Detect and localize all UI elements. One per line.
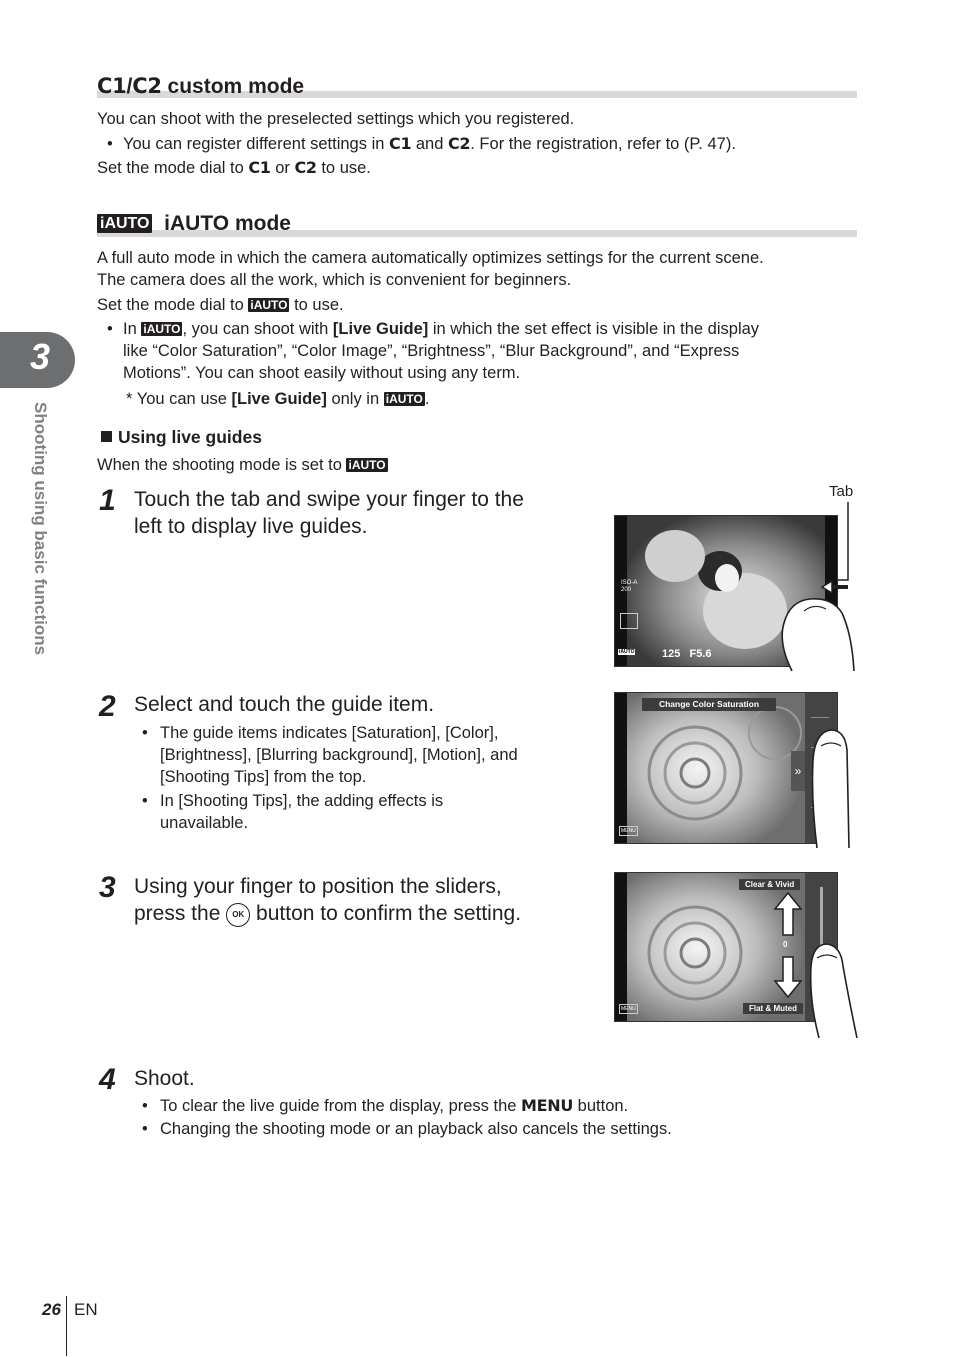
slider-bottom-label: Flat & Muted [743,1003,803,1014]
iauto-mode-icon: iAUTO [619,649,635,655]
step-2-sub-1: • The guide items indicates [Saturation], [Color], [Brightness], [Blurring background], [Motion], and [Shooting Tips] from the top. [142,724,518,786]
step-number: 3 [99,871,116,904]
iauto-icon: iAUTO [385,392,423,406]
step-number: 1 [99,484,116,517]
page-number: 26 [42,1300,61,1319]
step-number: 2 [99,690,116,723]
tab-callout-label: Tab [829,483,854,500]
language-label: EN [74,1300,98,1319]
iauto-icon: iAUTO [143,322,181,336]
iauto-para-1: A full auto mode in which the camera automatically optimizes settings for the current scene. [97,249,764,267]
c1c2-dial-instruction: Set the mode dial to C1 or C2 to use. [97,158,371,177]
iauto-bullet: • In iAUTO , you can shoot with [Live Guide] in which the set effect is visible in the display like “Color Saturation”, “Color Image”, “Brightness”, “Blur Background”, and “Express Motions”. You can shoot easily without using any term. [107,320,760,382]
chevron-right-icon[interactable]: » [791,751,805,791]
slider-value: 0 [783,940,788,949]
iauto-dial-instruction: Set the mode dial to iAUTO to use. [97,296,344,314]
touch-af-icon[interactable] [620,613,638,629]
c1c2-intro: You can shoot with the preselected settings which you registered. [97,110,575,128]
slider-top-label: Clear & Vivid [739,879,800,890]
up-down-arrows-icon [773,891,803,1001]
footer-divider [66,1296,67,1356]
square-bullet-icon [101,431,112,442]
live-guides-intro: When the shooting mode is set to iAUTO [97,456,386,474]
live-guides-heading: Using live guides [101,427,262,448]
menu-icon[interactable]: MENU [621,1006,636,1012]
exposure-readout: 125 F5.6 [662,648,712,660]
step-1-text: Touch the tab and swipe your finger to the left to display live guides. [134,488,524,538]
iauto-icon: iAUTO [250,298,288,312]
step-4-sub-1: • To clear the live guide from the display, press the MENU button. [142,1096,629,1115]
step-4-sub-2: • Changing the shooting mode or an playback also cancels the settings. [142,1120,672,1138]
menu-icon[interactable]: MENU [621,828,636,834]
finger-slider-icon [805,940,860,1040]
ok-button-icon: OK [226,903,250,927]
guide-title: Change Color Saturation [642,698,776,711]
iso-indicator: ISO-A 200 [621,580,638,593]
step-2-text: Select and touch the guide item. [134,693,435,716]
iauto-note: * You can use [Live Guide] only in iAUTO . [126,390,430,408]
c1c2-bullet: • You can register different settings in C1 and C2. For the registration, refer to (P. 47). [107,134,736,153]
chapter-label: Shooting using basic functions [31,402,50,656]
step-3-text: Using your finger to position the sliders, press the OK button to confirm the setting. [134,875,522,925]
iauto-heading: iAUTO iAUTO mode [97,212,291,236]
iauto-icon: iAUTO [97,214,152,233]
photo-rose [615,873,837,1021]
iauto-icon: iAUTO [348,458,386,472]
c1c2-heading: C1/C2 custom mode [97,74,305,98]
finger-swipe-icon [770,573,860,673]
finger-touch-icon [805,720,855,850]
step-number: 4 [99,1063,116,1096]
chapter-number: 3 [30,336,51,377]
step-4-text: Shoot. [134,1067,195,1090]
step-2-sub-2: • In [Shooting Tips], the adding effects is unavailable. [142,792,444,832]
iauto-para-2: The camera does all the work, which is convenient for beginners. [97,271,572,289]
guide-item-saturation[interactable] [811,699,829,718]
